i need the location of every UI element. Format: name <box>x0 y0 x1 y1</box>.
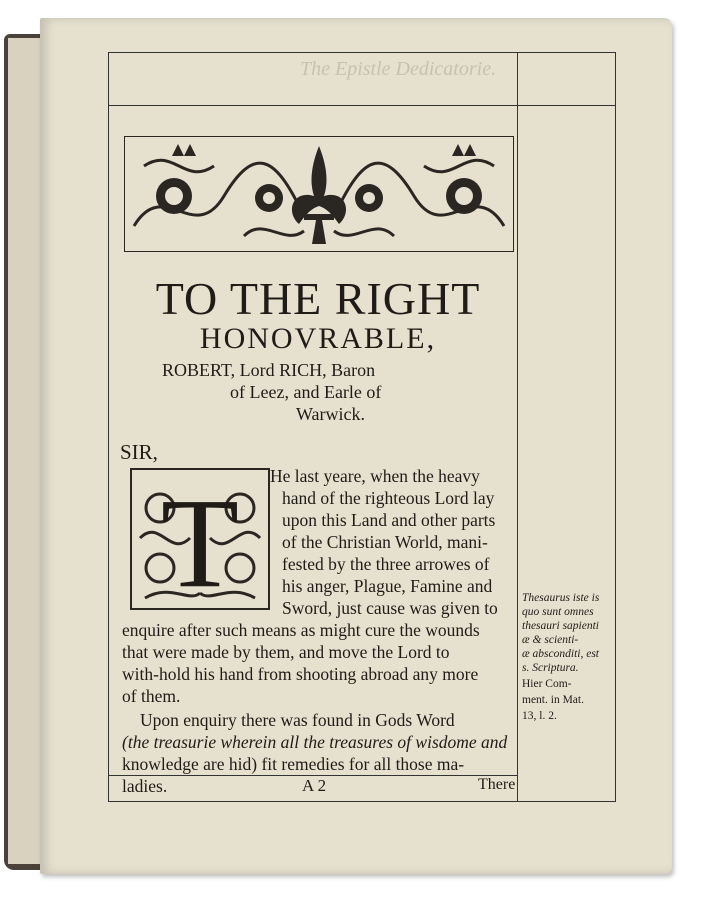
marginal-note-line-3: thesauri sapienti <box>522 620 599 632</box>
running-head-showthrough: The Epistle Dedicatorie. <box>300 58 497 80</box>
dedication-address-line3: Warwick. <box>296 404 366 424</box>
dedication-title-line1: TO THE RIGHT <box>155 273 481 324</box>
marginal-note-line-2: quo sunt omnes <box>522 606 594 618</box>
margin-rule <box>517 53 518 801</box>
body-line-11: of them. <box>122 686 181 706</box>
body-line-9: that were made by them, and move the Lord to <box>122 642 450 662</box>
dedication-title-line2: HONOVRABLE, <box>199 322 437 355</box>
dedication-address-line1: ROBERT, Lord RICH, Baron <box>162 360 376 380</box>
marginal-note-line-7: Hier Com- <box>522 678 572 690</box>
body-line-14: knowledge are hid) fit remedies for all those ma- <box>122 754 465 774</box>
body-line-7: Sword, just cause was given to <box>282 598 498 618</box>
catchword: There <box>478 776 516 793</box>
signature-mark: A 2 <box>302 776 327 795</box>
body-line-13: (the treasurie wherein all the treasures of wisdome and <box>122 732 508 752</box>
body-line-5: fested by the three arrowes of <box>282 554 490 574</box>
marginal-note-line-9: 13, l. 2. <box>522 710 557 722</box>
body-line-1: He last yeare, when the heavy <box>270 466 480 486</box>
marginal-note-line-5: æ absconditi, est <box>522 648 599 660</box>
marginal-note-line-6: s. Scriptura. <box>522 662 579 674</box>
marginal-note-line-1: Thesaurus iste is <box>522 592 600 604</box>
body-line-12: Upon enquiry there was found in Gods Word <box>140 710 455 730</box>
drop-cap-letter: T <box>160 472 240 610</box>
decorated-initial <box>130 468 270 610</box>
body-line-2: hand of the righteous Lord lay <box>282 488 495 508</box>
body-line-10: with-hold his hand from shooting abroad any more <box>122 664 479 684</box>
marginal-note-line-4: æ & scienti- <box>522 634 579 646</box>
body-line-8: enquire after such means as might cure the wounds <box>122 620 480 640</box>
marginal-note-line-8: ment. in Mat. <box>522 694 584 706</box>
body-line-4: of the Christian World, mani- <box>282 532 488 552</box>
body-line-15: ladies. <box>122 776 168 796</box>
dedication-address-line2: of Leez, and Earle of <box>230 382 382 402</box>
body-line-3: upon this Land and other parts <box>282 510 496 530</box>
margin-header-rule <box>517 105 615 106</box>
headpiece-ornament <box>124 136 514 252</box>
body-line-6: his anger, Plague, Famine and <box>282 576 493 596</box>
salutation: SIR, <box>120 440 158 464</box>
